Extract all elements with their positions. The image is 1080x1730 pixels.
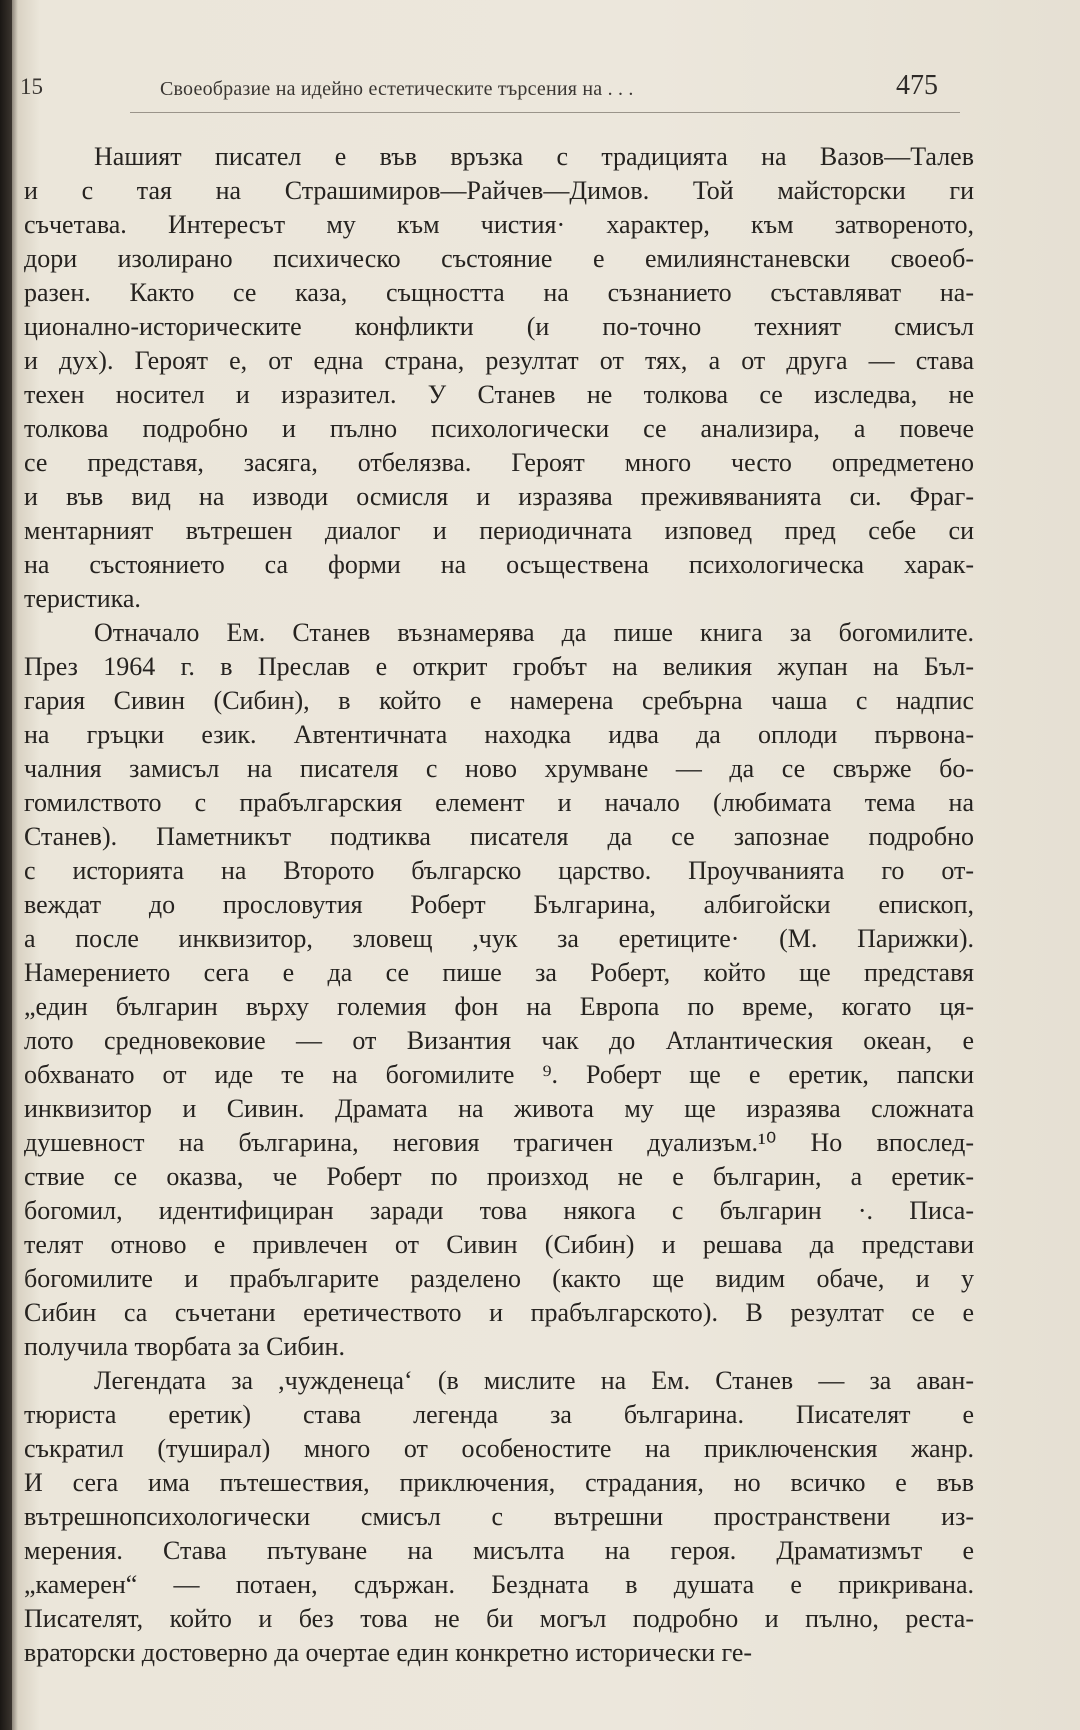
text-line: богомил, идентифициран заради това някога с българин ·. Писа-: [24, 1196, 974, 1225]
book-spine-shadow: [0, 0, 12, 1730]
text-line: чалния замисъл на писателя с ново хрумване — да се свърже бо-: [24, 754, 974, 783]
text-line: обхванато от иде те на богомилите ⁹. Роберт ще е еретик, папски: [24, 1060, 974, 1089]
text-line: инквизитор и Сивин. Драмата на живота му ще изразява сложната: [24, 1094, 974, 1123]
left-page-number: 15: [20, 74, 43, 99]
text-line: на състоянието са форми на осъществена психологическа харак-: [24, 550, 974, 579]
text-line: гомилството с прабългарския елемент и начало (любимата тема на: [24, 788, 974, 817]
text-line: теристика.: [24, 584, 141, 613]
text-line: Нашият писател е във връзка с традицията на Вазов—Талев: [94, 142, 974, 171]
page-number: 475: [896, 70, 938, 101]
text-line: вътрешнопсихологически смисъл с вътрешни пространствени из-: [24, 1502, 974, 1531]
text-line: ствие се оказва, че Роберт по произход не е българин, а еретик-: [24, 1162, 974, 1191]
text-line: И сега има пътешествия, приключения, страдания, но всичко е във: [24, 1468, 974, 1497]
text-line: и с тая на Страшимиров—Райчев—Димов. Той майсторски ги: [24, 176, 974, 205]
text-line: враторски достоверно да очертае един конкретно исторически ге-: [24, 1638, 753, 1667]
paragraph: [24, 1364, 974, 1670]
text-line: ментарният вътрешен диалог и периодичната изповед пред себе си: [24, 516, 974, 545]
text-line: Писателят, който и без това не би могъл подробно и пълно, реста-: [24, 1604, 974, 1633]
text-line: и във вид на изводи осмисля и изразява преживяванията си. Фраг-: [24, 482, 974, 511]
paragraph: [24, 616, 974, 1364]
text-line: Намерението сега е да се пише за Роберт, който ще представя: [24, 958, 974, 987]
text-line: дори изолирано психическо състояние е емилиянстаневски своеоб-: [24, 244, 974, 273]
text-line: се представя, засяга, отбелязва. Героят много често опредметено: [24, 448, 974, 477]
text-line: тюриста еретик) става легенда за българина. Писателят е: [24, 1400, 974, 1429]
text-line: лото средновековие — от Византия чак до Атлантическия океан, е: [24, 1026, 974, 1055]
text-line: техен носител и изразител. У Станев не толкова се изследва, не: [24, 380, 974, 409]
text-line: толкова подробно и пълно психологически се анализира, а повече: [24, 414, 974, 443]
paragraph: [24, 140, 974, 616]
text-line: През 1964 г. в Преслав е открит гробът на великия жупан на Бъл-: [24, 652, 974, 681]
text-line: а после инквизитор, зловещ ,чук за еретиците· (М. Парижки).: [24, 924, 974, 953]
text-line: „камерен“ — потаен, сдържан. Бездната в душата е прикривана.: [24, 1570, 974, 1599]
text-line: на гръцки език. Автентичната находка идва да оплоди първона-: [24, 720, 974, 749]
text-line: ционално-историческите конфликти (и по-точно техният смисъл: [24, 312, 974, 341]
header-rule: [130, 112, 960, 113]
page-header: [20, 70, 980, 110]
text-line: „един българин върху големия фон на Европа по време, когато ця-: [24, 992, 974, 1021]
text-line: гария Сивин (Сибин), в който е намерена сребърна чаша с надпис: [24, 686, 974, 715]
text-line: мерения. Става пътуване на мисълта на героя. Драматизмът е: [24, 1536, 974, 1565]
text-line: богомилите и прабългарите разделено (както ще видим обаче, и у: [24, 1264, 974, 1293]
text-line: Отначало Ем. Станев възнамерява да пише книга за богомилите.: [94, 618, 974, 647]
text-line: душевност на българина, неговия трагичен дуализъм.¹⁰ Но впослед-: [24, 1128, 974, 1157]
text-line: Станев). Паметникът подтиква писателя да се запознае подробно: [24, 822, 974, 851]
text-line: Сибин са съчетани еретичеството и прабългарското). В резултат се е: [24, 1298, 974, 1327]
text-line: Легендата за ,чужденеца‘ (в мислите на Ем. Станев — за аван-: [94, 1366, 974, 1395]
text-line: получила творбата за Сибин.: [24, 1332, 345, 1361]
text-line: телят отново е привлечен от Сивин (Сибин) и решава да представи: [24, 1230, 974, 1259]
text-line: разен. Както се каза, същността на съзнанието съставляват на-: [24, 278, 974, 307]
body-text: [24, 140, 974, 1670]
text-line: и дух). Героят е, от една страна, резултат от тях, а от друга — става: [24, 346, 974, 375]
running-title: Своеобразие на идейно естетическите търсения на . . .: [160, 78, 634, 100]
text-line: с историята на Второто българско царство. Проучванията го от-: [24, 856, 974, 885]
text-line: съкратил (туширал) много от особеностите на приключенския жанр.: [24, 1434, 974, 1463]
text-line: съчетава. Интересът му към чистия· характер, към затвореното,: [24, 210, 974, 239]
text-line: веждат до прословутия Роберт Българина, албигойски епископ,: [24, 890, 974, 919]
